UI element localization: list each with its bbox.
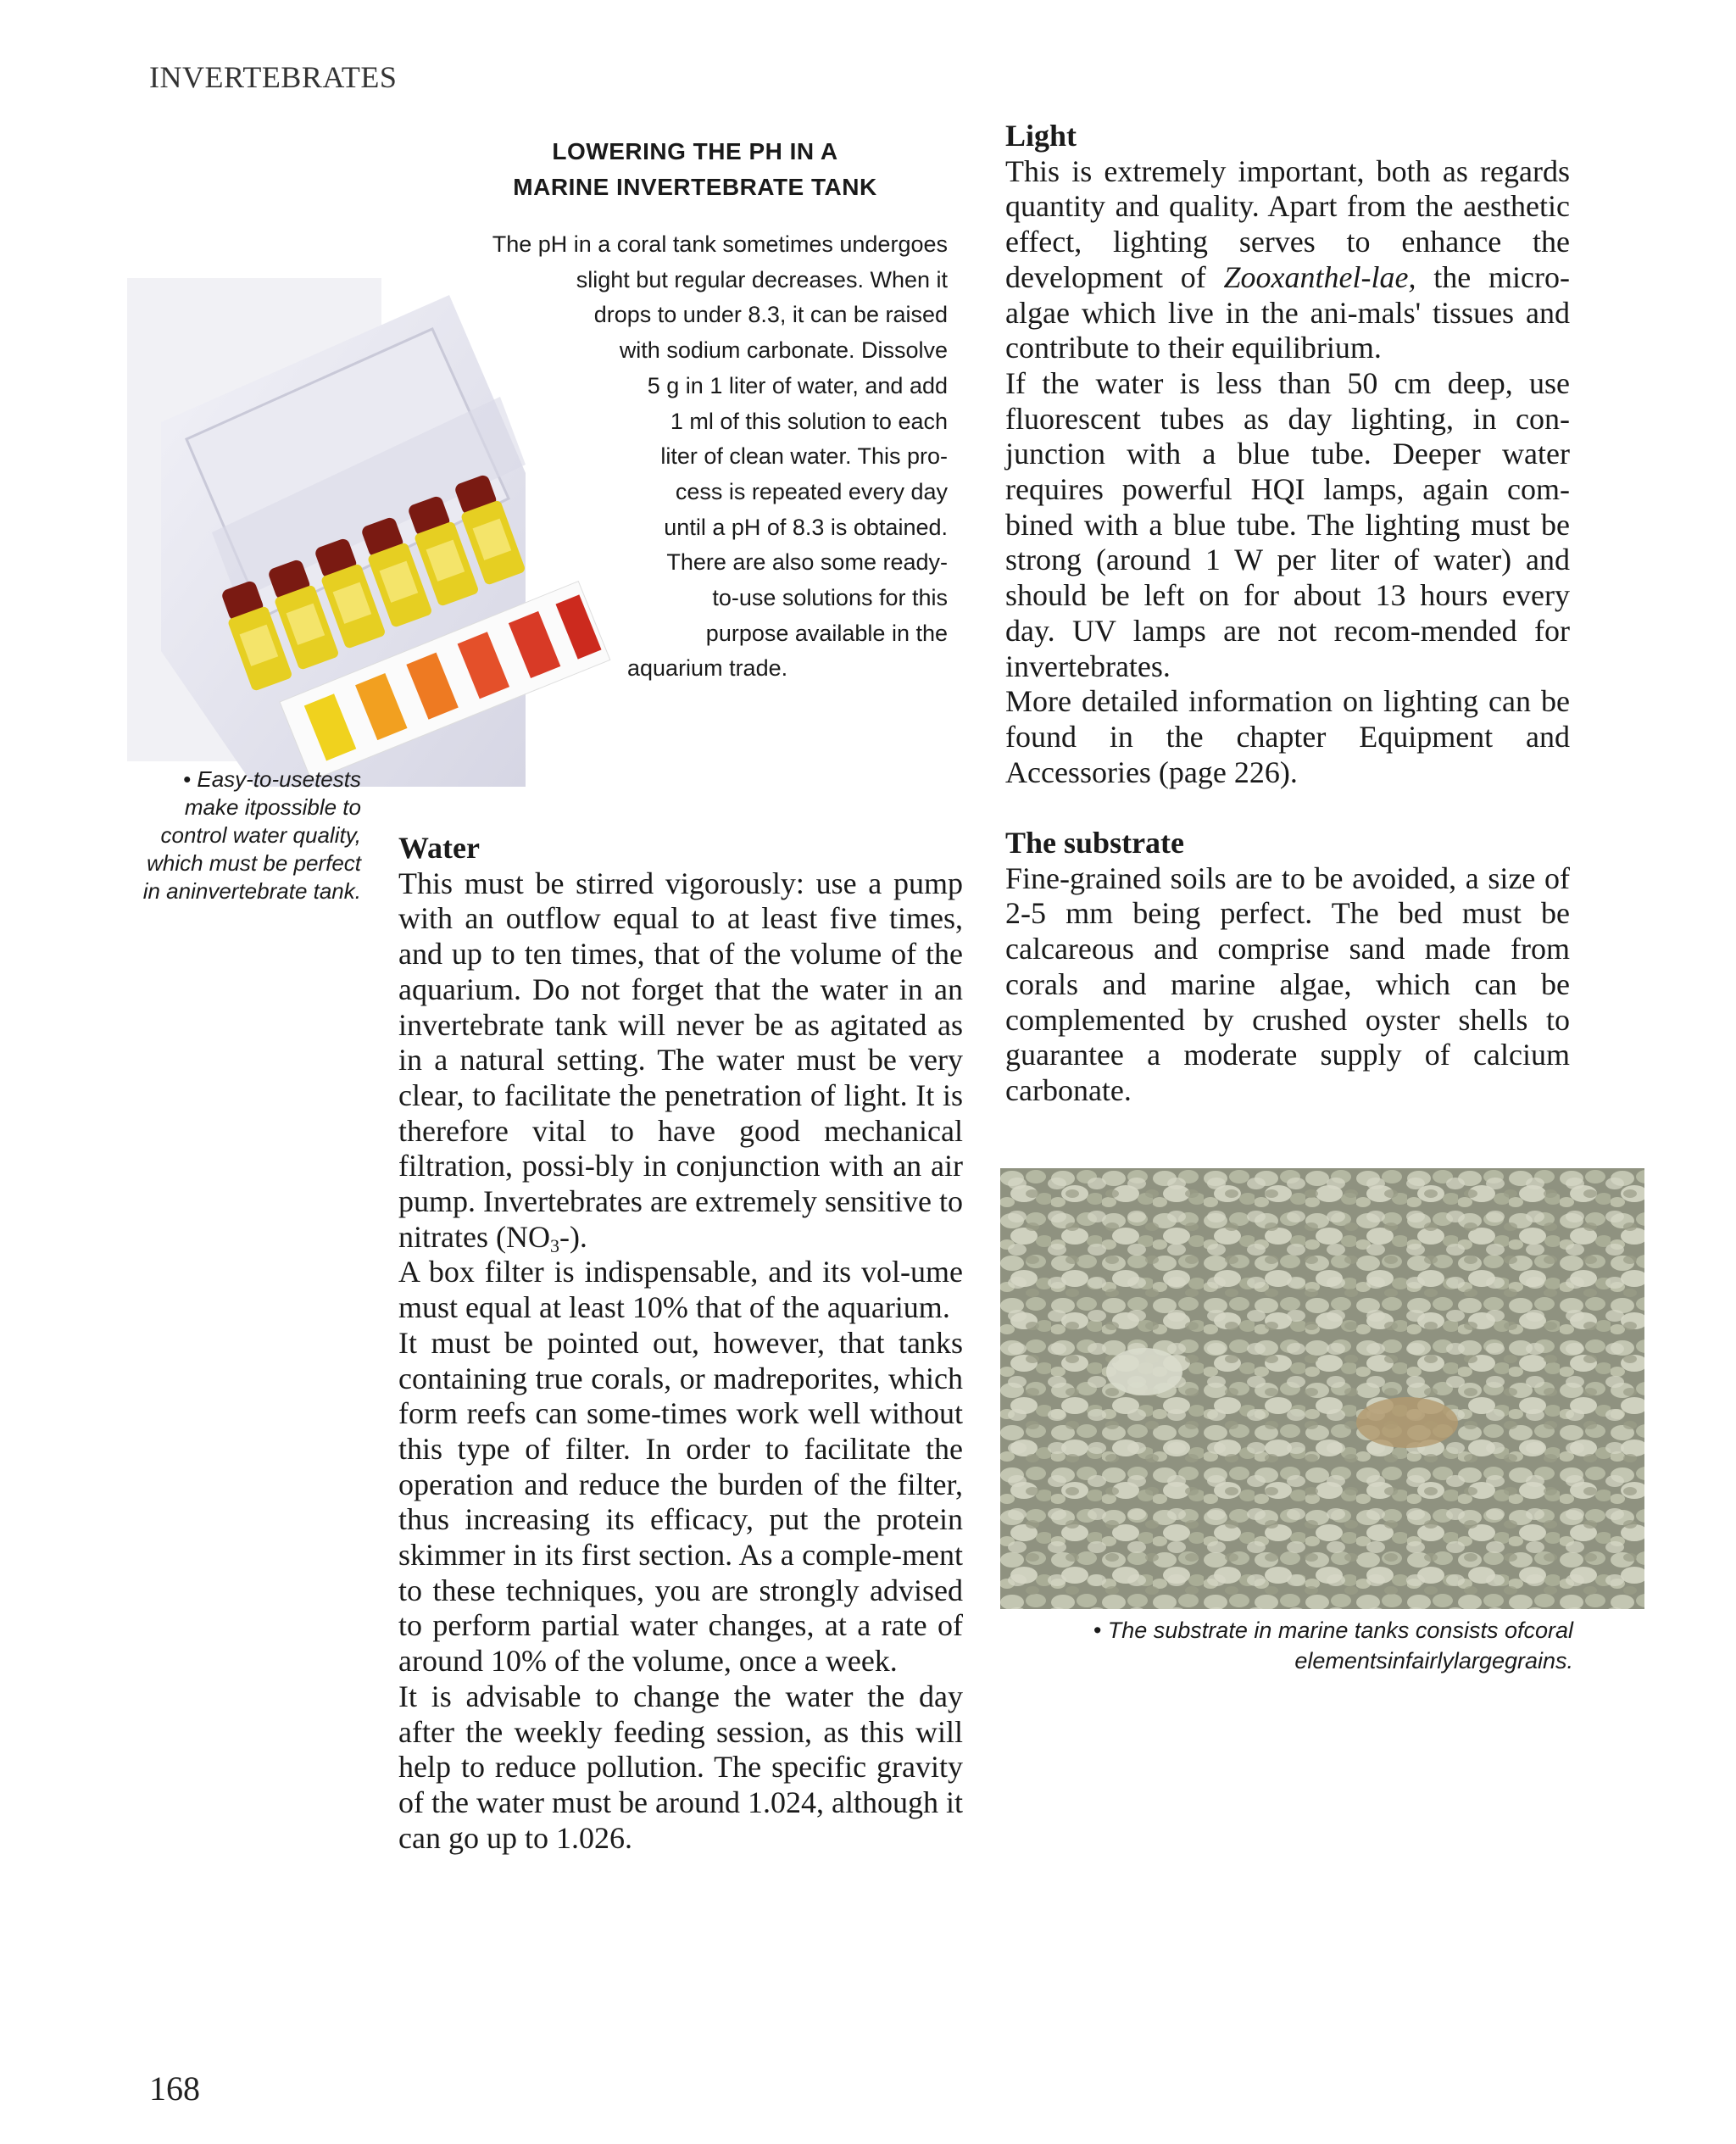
light-paragraph: If the water is less than 50 cm deep, use fluorescent tubes as day lighting, in con-junction with a blue tube. Deeper water requires powerful HQI lamps, again com-bined with a blue tube. The lighting must be strong (around 1 W per liter of water) and should be left on for about 13 hours every day. UV lamps are not recom-mended for invertebrates. [1005,365,1570,683]
sidebar-line: The pH in a coral tank sometimes undergoes [407,227,948,263]
water-heading: Water [398,831,480,865]
page-number: 168 [149,2069,200,2108]
sidebar-title-line: MARINE INVERTEBRATE TANK [513,174,877,200]
sidebar-line: aquarium trade. [627,651,948,687]
light-heading: Light [1005,119,1077,153]
substrate-photo-caption: • The substrate in marine tanks consists ofcoral elementsinfairlylargegrains. [1093,1618,1573,1673]
sidebar-line: There are also some ready- [637,545,948,581]
sidebar-line: purpose available in the [658,616,948,652]
light-paragraph: More detailed information on lighting can be found in the chapter Equipment and Accessories (page 226). [1005,684,1570,789]
substrate-heading: The substrate [1005,826,1185,860]
water-paragraph: It is advisable to change the water the day after the weekly feeding session, as this will help to reduce pollution. The specific gravity of the water must be around 1.024, although it can go up to 1.026. [398,1679,963,1855]
water-paragraph: This must be stirred vigorously: use a pump with an outflow equal to at least five times, and up to ten times, that of the volume of the aquarium. Do not forget that the water in an invertebrate tank will never be as agitated as in a natural setting. The water must be very clear, to facilitate the penetration of light. It is therefore vital to have good mechanical filtration, possi-bly in conjunction with an air pump. Invertebrates are extremely sensitive to nitrates $(NO_3-)$. [398,866,963,1256]
sidebar-line: liter of clean water. This pro- [593,439,948,475]
sidebar-line: drops to under 8.3, it can be raised [524,298,948,333]
sidebar-line: with sodium carbonate. Dissolve [539,333,948,369]
sidebar-title [441,134,949,205]
water-paragraph: A box filter is indispensable, and its vol-ume must equal at least 10% that of the aquarium. [398,1255,963,1325]
sidebar-title-line: LOWERING THE PH IN A [552,138,838,164]
right-column [1005,119,1570,1109]
water-paragraph: It must be pointed out, however, that tanks containing true corals, or madreporites, which form reefs can some-times work well without this type of filter. In order to facilitate the operation and reduce the burden of the filter, thus increasing its efficacy, put the protein skimmer in its first section. As a comple-ment to these techniques, you are strongly advised to perform partial water changes, at a rate of around 10% of the volume, once a week. [398,1325,963,1679]
sidebar-line: cess is repeated every day [610,475,948,510]
sidebar-line: to-use solutions for this [649,581,948,616]
sidebar-line: slight but regular decreases. When it [500,263,948,298]
light-paragraph: This is extremely important, both as regards quantity and quality. Apart from the aesthetic effect, lighting serves to enhance the development of Zooxanthel-lae, the micro-algae which live in the ani-mals' tissues and contribute to their equilibrium. [1005,153,1570,365]
running-head: INVERTEBRATES [149,60,398,94]
kit-photo-caption: • Easy-to-usetests make itpossible to control water quality, which must be perfect in aninvertebrate tank. [142,766,361,904]
substrate-photo [1000,1168,1644,1609]
sidebar-line: 5 g in 1 liter of water, and add [559,369,948,404]
water-section [398,831,963,1856]
substrate-paragraph: Fine-grained soils are to be avoided, a size of 2-5 mm being perfect. The bed must be calcareous and comprise sand made from corals and marine algae, which can be complemented by crushed oyster shells to guarantee a moderate supply of calcium carbonate. [1005,860,1570,1107]
sidebar-body [407,227,948,687]
sidebar-line: 1 ml of this solution to each [576,404,948,440]
sidebar-line: until a pH of 8.3 is obtained. [624,510,948,546]
